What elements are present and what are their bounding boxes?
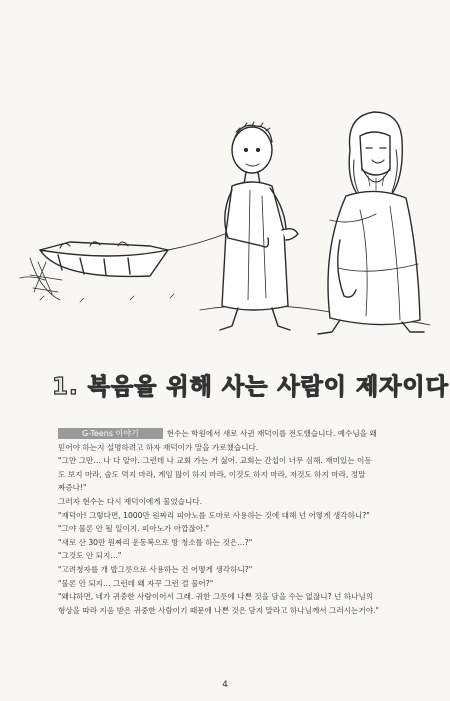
- illustration-disciples: [0, 0, 450, 345]
- figure-young-man: [220, 122, 298, 330]
- paragraph-intro-rest: 믿어야 하는지 설명하려고 하자 재덕이가 말을 가로챘습니다.: [58, 442, 259, 452]
- quote-line: "그만 그만… 나 다 알아. 그런데 나 교회 가는 거 싫어. 교회는 간섭이 너무 심해. 재미있는 이동: [58, 456, 372, 466]
- quote-line: 도 보지 마라, 술도 먹지 마라, 게임 많이 하지 마라, 이것도 하지 마라, 저것도 하지 마라, 정말: [58, 469, 366, 479]
- dialogue-line: 형상을 따라 지음 받은 귀중한 사람이기 때문에 나쁜 것은 담지 말라고 하나님께서 그러시는거야.": [58, 605, 379, 615]
- chapter-title: 1. 복음을 위해 사는 사람이 제자이다: [52, 374, 449, 400]
- dialogue-line: "고려청자를 개 밥그릇으로 사용하는 건 어떻게 생각하니?": [58, 564, 253, 574]
- page-number: 4: [222, 680, 228, 690]
- dialogue-line: "왜냐하면, 네가 귀중한 사람이어서 그래. 귀한 그릇에 나쁜 것을 담을 수는 없잖니? 넌 하나님의: [58, 592, 374, 602]
- dialogue-line: "물론 안 되지… 그런데 왜 자꾸 그런 걸 물어?": [58, 578, 214, 588]
- quote-line: 짜증나!": [58, 483, 87, 493]
- paragraph-intro: [58, 427, 420, 441]
- narration-line: 그러자 현수는 다시 재덕이에게 물었습니다.: [58, 496, 203, 506]
- dialogue-line: "그것도 안 되지…": [58, 551, 122, 561]
- dialogue-line: "새로 산 30만 원짜리 운동복으로 방 청소를 하는 것은…?": [58, 537, 253, 547]
- section-tag-g-teens: G-Teens 이야기: [58, 428, 163, 439]
- dialogue-line: "재덕아! 그렇다면, 1000만 원짜리 피아노를 도마로 사용하는 것에 대해 넌 어떻게 생각하니?": [58, 510, 370, 520]
- paragraph-intro-first: 현수는 학원에서 새로 사귄 재덕이를 전도했습니다. 예수님을 왜: [166, 429, 377, 438]
- figure-jesus: [318, 112, 424, 334]
- story-body: [58, 427, 420, 617]
- dialogue-line: "그야 물론 안 될 일이지. 피아노가 아깝잖아.": [58, 524, 209, 534]
